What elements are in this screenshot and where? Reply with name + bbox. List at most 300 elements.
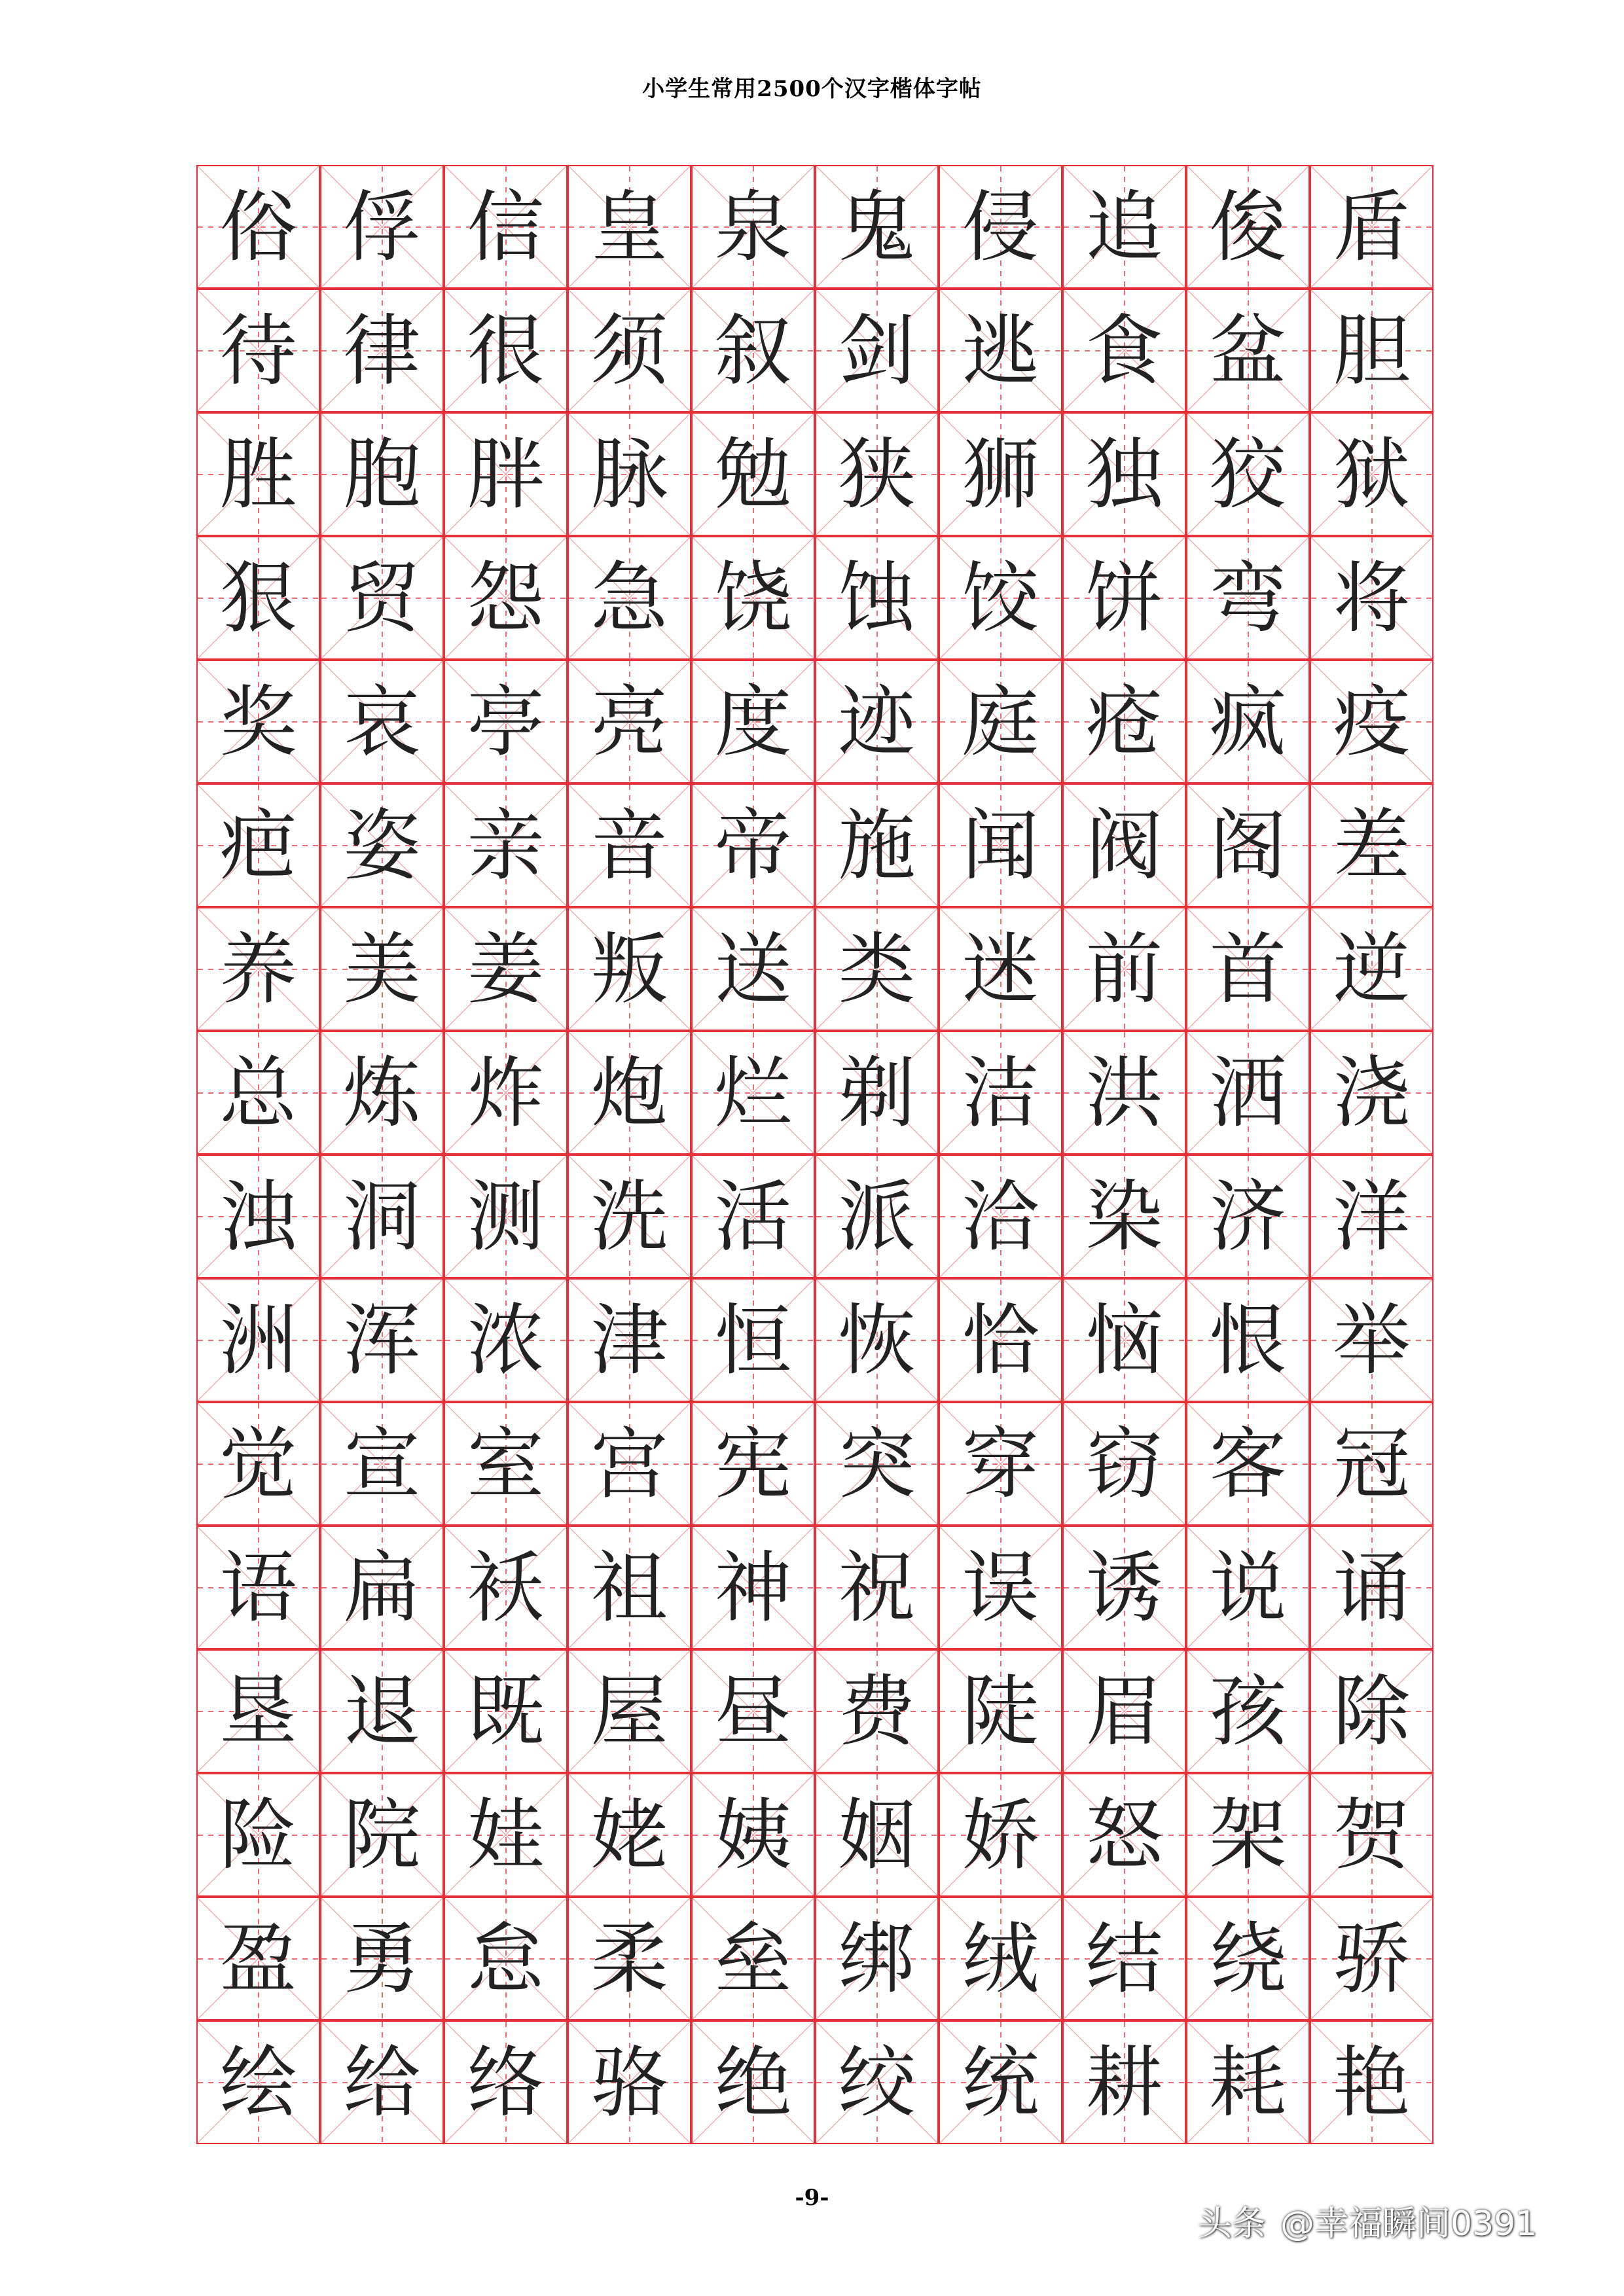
grid-character: 冠 bbox=[1333, 1418, 1411, 1509]
grid-character: 迹 bbox=[838, 676, 916, 767]
grid-character: 绑 bbox=[838, 1913, 916, 2004]
grid-cell bbox=[568, 165, 691, 289]
grid-cell bbox=[1062, 907, 1186, 1031]
watermark-author: @幸福瞬间0391 bbox=[1280, 2204, 1538, 2244]
grid-character: 浑 bbox=[343, 1295, 421, 1386]
grid-character: 逃 bbox=[962, 305, 1039, 396]
grid-character: 姿 bbox=[343, 800, 421, 891]
grid-character: 宣 bbox=[343, 1418, 421, 1509]
grid-character: 疫 bbox=[1333, 676, 1411, 767]
grid-character: 疯 bbox=[1209, 676, 1287, 767]
grid-cell bbox=[815, 783, 939, 907]
grid-cell bbox=[320, 1155, 444, 1278]
grid-cell bbox=[196, 660, 320, 783]
grid-character: 洞 bbox=[343, 1171, 421, 1262]
grid-cell bbox=[1310, 412, 1434, 536]
grid-cell bbox=[196, 1031, 320, 1155]
grid-character: 亮 bbox=[590, 676, 668, 767]
grid-cell bbox=[320, 660, 444, 783]
grid-cell bbox=[691, 1649, 815, 1773]
grid-cell bbox=[691, 907, 815, 1031]
grid-character: 剑 bbox=[838, 305, 916, 396]
grid-character: 绝 bbox=[714, 2037, 792, 2128]
grid-cell bbox=[1310, 165, 1434, 289]
grid-cell bbox=[1310, 2020, 1434, 2144]
grid-cell bbox=[815, 536, 939, 660]
page-number: -9- bbox=[795, 2185, 829, 2211]
grid-cell bbox=[444, 1031, 568, 1155]
grid-character: 祝 bbox=[838, 1542, 916, 1633]
grid-cell bbox=[568, 1155, 691, 1278]
grid-cell bbox=[444, 1526, 568, 1649]
grid-character: 狭 bbox=[838, 429, 916, 520]
grid-character: 诵 bbox=[1333, 1542, 1411, 1633]
grid-cell bbox=[691, 289, 815, 412]
grid-character: 胖 bbox=[467, 429, 545, 520]
grid-character: 庭 bbox=[962, 676, 1039, 767]
grid-character: 误 bbox=[962, 1542, 1039, 1633]
grid-cell bbox=[196, 1773, 320, 1897]
grid-character: 陡 bbox=[962, 1666, 1039, 1757]
grid-character: 须 bbox=[590, 305, 668, 396]
grid-character: 姜 bbox=[467, 924, 545, 1014]
grid-character: 音 bbox=[590, 800, 668, 891]
grid-cell bbox=[444, 907, 568, 1031]
grid-character: 柔 bbox=[590, 1913, 668, 2004]
grid-cell bbox=[444, 1155, 568, 1278]
grid-cell bbox=[691, 660, 815, 783]
grid-cell bbox=[196, 907, 320, 1031]
grid-cell bbox=[1310, 1526, 1434, 1649]
grid-cell bbox=[1062, 1031, 1186, 1155]
grid-cell bbox=[939, 165, 1062, 289]
grid-character: 恰 bbox=[962, 1295, 1039, 1386]
grid-cell bbox=[444, 1773, 568, 1897]
grid-cell bbox=[939, 1402, 1062, 1526]
grid-character: 独 bbox=[1085, 429, 1163, 520]
grid-cell bbox=[1062, 1402, 1186, 1526]
grid-character: 退 bbox=[343, 1666, 421, 1757]
grid-character: 神 bbox=[714, 1542, 792, 1633]
grid-character: 派 bbox=[838, 1171, 916, 1262]
grid-cell bbox=[815, 907, 939, 1031]
grid-character: 疤 bbox=[219, 800, 297, 891]
grid-cell bbox=[1186, 660, 1310, 783]
grid-cell bbox=[691, 1526, 815, 1649]
grid-cell bbox=[444, 412, 568, 536]
grid-cell bbox=[1186, 1031, 1310, 1155]
grid-cell bbox=[815, 289, 939, 412]
grid-cell bbox=[815, 660, 939, 783]
grid-cell bbox=[444, 165, 568, 289]
grid-cell bbox=[1310, 1402, 1434, 1526]
grid-character: 孩 bbox=[1209, 1666, 1287, 1757]
grid-character: 统 bbox=[962, 2037, 1039, 2128]
grid-character: 洗 bbox=[590, 1171, 668, 1262]
grid-character: 迷 bbox=[962, 924, 1039, 1014]
grid-character: 盆 bbox=[1209, 305, 1287, 396]
grid-character: 恒 bbox=[714, 1295, 792, 1386]
grid-character: 怒 bbox=[1085, 1789, 1163, 1880]
grid-character: 觉 bbox=[219, 1418, 297, 1509]
grid-character: 差 bbox=[1333, 800, 1411, 891]
grid-character: 染 bbox=[1085, 1171, 1163, 1262]
grid-cell bbox=[1310, 289, 1434, 412]
grid-cell bbox=[939, 536, 1062, 660]
grid-character: 袄 bbox=[467, 1542, 545, 1633]
grid-cell bbox=[320, 412, 444, 536]
grid-character: 施 bbox=[838, 800, 916, 891]
grid-character: 娇 bbox=[962, 1789, 1039, 1880]
grid-cell bbox=[939, 1897, 1062, 2020]
grid-character: 待 bbox=[219, 305, 297, 396]
grid-character: 狱 bbox=[1333, 429, 1411, 520]
grid-character: 狡 bbox=[1209, 429, 1287, 520]
grid-cell bbox=[568, 1031, 691, 1155]
grid-character: 洲 bbox=[219, 1295, 297, 1386]
grid-character: 耗 bbox=[1209, 2037, 1287, 2128]
grid-character: 很 bbox=[467, 305, 545, 396]
grid-character: 勇 bbox=[343, 1913, 421, 2004]
grid-cell bbox=[568, 1773, 691, 1897]
grid-character: 追 bbox=[1085, 181, 1163, 272]
grid-character: 绕 bbox=[1209, 1913, 1287, 2004]
grid-cell bbox=[815, 1155, 939, 1278]
grid-cell bbox=[939, 2020, 1062, 2144]
grid-character: 洁 bbox=[962, 1047, 1039, 1138]
grid-cell bbox=[1186, 1402, 1310, 1526]
grid-cell bbox=[815, 2020, 939, 2144]
grid-character: 盈 bbox=[219, 1913, 297, 2004]
grid-character: 前 bbox=[1085, 924, 1163, 1014]
grid-character: 既 bbox=[467, 1666, 545, 1757]
grid-cell bbox=[320, 1897, 444, 2020]
grid-character: 屋 bbox=[590, 1666, 668, 1757]
grid-character: 类 bbox=[838, 924, 916, 1014]
grid-character: 室 bbox=[467, 1418, 545, 1509]
grid-character: 养 bbox=[219, 924, 297, 1014]
grid-cell bbox=[320, 1649, 444, 1773]
grid-character: 艳 bbox=[1333, 2037, 1411, 2128]
grid-character: 洋 bbox=[1333, 1171, 1411, 1262]
grid-character: 度 bbox=[714, 676, 792, 767]
grid-character: 测 bbox=[467, 1171, 545, 1262]
grid-cell bbox=[1186, 289, 1310, 412]
watermark-platform: 头条 bbox=[1198, 2204, 1267, 2244]
grid-character: 美 bbox=[343, 924, 421, 1014]
grid-character: 阁 bbox=[1209, 800, 1287, 891]
grid-character: 活 bbox=[714, 1171, 792, 1262]
grid-cell bbox=[691, 165, 815, 289]
grid-cell bbox=[1062, 783, 1186, 907]
grid-character: 总 bbox=[219, 1047, 297, 1138]
grid-character: 恨 bbox=[1209, 1295, 1287, 1386]
grid-character: 炼 bbox=[343, 1047, 421, 1138]
grid-character: 送 bbox=[714, 924, 792, 1014]
grid-character: 给 bbox=[343, 2037, 421, 2128]
grid-cell bbox=[1186, 165, 1310, 289]
grid-cell bbox=[1062, 1278, 1186, 1402]
grid-character: 济 bbox=[1209, 1171, 1287, 1262]
grid-character: 恼 bbox=[1085, 1295, 1163, 1386]
grid-cell bbox=[1062, 1897, 1186, 2020]
grid-cell bbox=[568, 783, 691, 907]
grid-cell bbox=[1186, 2020, 1310, 2144]
grid-character: 将 bbox=[1333, 552, 1411, 643]
grid-cell bbox=[691, 1773, 815, 1897]
grid-cell bbox=[1186, 412, 1310, 536]
grid-character: 叙 bbox=[714, 305, 792, 396]
grid-cell bbox=[320, 907, 444, 1031]
grid-character: 俊 bbox=[1209, 181, 1287, 272]
grid-character: 饺 bbox=[962, 552, 1039, 643]
grid-character: 洽 bbox=[962, 1171, 1039, 1262]
grid-character: 律 bbox=[343, 305, 421, 396]
grid-character: 蚀 bbox=[838, 552, 916, 643]
grid-cell bbox=[691, 783, 815, 907]
grid-cell bbox=[444, 783, 568, 907]
grid-character: 狮 bbox=[962, 429, 1039, 520]
grid-cell bbox=[196, 783, 320, 907]
grid-character: 浇 bbox=[1333, 1047, 1411, 1138]
grid-character: 亲 bbox=[467, 800, 545, 891]
grid-cell bbox=[568, 1526, 691, 1649]
grid-cell bbox=[1062, 1649, 1186, 1773]
grid-cell bbox=[444, 660, 568, 783]
grid-character: 眉 bbox=[1085, 1666, 1163, 1757]
grid-character: 垦 bbox=[219, 1666, 297, 1757]
grid-character: 骆 bbox=[590, 2037, 668, 2128]
grid-character: 贺 bbox=[1333, 1789, 1411, 1880]
grid-character: 客 bbox=[1209, 1418, 1287, 1509]
grid-cell bbox=[568, 2020, 691, 2144]
grid-cell bbox=[320, 289, 444, 412]
grid-character: 帝 bbox=[714, 800, 792, 891]
grid-cell bbox=[568, 412, 691, 536]
grid-character: 突 bbox=[838, 1418, 916, 1509]
grid-cell bbox=[320, 1773, 444, 1897]
grid-cell bbox=[1310, 1649, 1434, 1773]
grid-cell bbox=[320, 1402, 444, 1526]
grid-cell bbox=[939, 1649, 1062, 1773]
grid-character: 除 bbox=[1333, 1666, 1411, 1757]
grid-cell bbox=[320, 165, 444, 289]
grid-cell bbox=[444, 1897, 568, 2020]
grid-cell bbox=[1186, 907, 1310, 1031]
grid-cell bbox=[939, 660, 1062, 783]
grid-character: 姻 bbox=[838, 1789, 916, 1880]
grid-cell bbox=[1062, 289, 1186, 412]
grid-character: 胞 bbox=[343, 429, 421, 520]
copybook-grid bbox=[196, 165, 1434, 2144]
grid-cell bbox=[691, 2020, 815, 2144]
grid-character: 烂 bbox=[714, 1047, 792, 1138]
grid-cell bbox=[939, 289, 1062, 412]
grid-cell bbox=[320, 1278, 444, 1402]
grid-cell bbox=[444, 1278, 568, 1402]
grid-character: 洒 bbox=[1209, 1047, 1287, 1138]
grid-character: 脉 bbox=[590, 429, 668, 520]
grid-cell bbox=[1310, 783, 1434, 907]
grid-character: 络 bbox=[467, 2037, 545, 2128]
grid-character: 勉 bbox=[714, 429, 792, 520]
grid-cell bbox=[691, 1402, 815, 1526]
grid-character: 诱 bbox=[1085, 1542, 1163, 1633]
grid-character: 绘 bbox=[219, 2037, 297, 2128]
grid-cell bbox=[320, 2020, 444, 2144]
grid-character: 鬼 bbox=[838, 181, 916, 272]
grid-character: 皇 bbox=[590, 181, 668, 272]
grid-cell bbox=[196, 1278, 320, 1402]
grid-cell bbox=[1186, 1278, 1310, 1402]
grid-cell bbox=[1186, 536, 1310, 660]
grid-character: 饼 bbox=[1085, 552, 1163, 643]
grid-cell bbox=[196, 2020, 320, 2144]
grid-cell bbox=[1186, 1897, 1310, 2020]
grid-character: 急 bbox=[590, 552, 668, 643]
grid-cell bbox=[444, 1402, 568, 1526]
grid-character: 盾 bbox=[1333, 181, 1411, 272]
grid-cell bbox=[1310, 1155, 1434, 1278]
grid-character: 语 bbox=[219, 1542, 297, 1633]
grid-character: 贸 bbox=[343, 552, 421, 643]
grid-character: 弯 bbox=[1209, 552, 1287, 643]
grid-cell bbox=[1062, 412, 1186, 536]
grid-character: 胆 bbox=[1333, 305, 1411, 396]
grid-character: 洪 bbox=[1085, 1047, 1163, 1138]
grid-character: 侵 bbox=[962, 181, 1039, 272]
grid-cell bbox=[815, 1649, 939, 1773]
grid-cell bbox=[815, 412, 939, 536]
grid-character: 昼 bbox=[714, 1666, 792, 1757]
grid-character: 阀 bbox=[1085, 800, 1163, 891]
grid-character: 炸 bbox=[467, 1047, 545, 1138]
grid-character: 叛 bbox=[590, 924, 668, 1014]
grid-character: 俘 bbox=[343, 181, 421, 272]
grid-cell bbox=[1062, 1526, 1186, 1649]
grid-character: 首 bbox=[1209, 924, 1287, 1014]
grid-cell bbox=[691, 1278, 815, 1402]
page-title: 小学生常用2500个汉字楷体字帖 bbox=[642, 76, 982, 102]
grid-cell bbox=[320, 1031, 444, 1155]
grid-character: 逆 bbox=[1333, 924, 1411, 1014]
grid-character: 饶 bbox=[714, 552, 792, 643]
grid-cell bbox=[196, 536, 320, 660]
grid-character: 耕 bbox=[1085, 2037, 1163, 2128]
grid-cell bbox=[568, 1278, 691, 1402]
grid-character: 浓 bbox=[467, 1295, 545, 1386]
grid-cell bbox=[815, 1526, 939, 1649]
grid-character: 垒 bbox=[714, 1913, 792, 2004]
grid-character: 狠 bbox=[219, 552, 297, 643]
grid-character: 姨 bbox=[714, 1789, 792, 1880]
grid-cell bbox=[1310, 907, 1434, 1031]
grid-cell bbox=[196, 165, 320, 289]
grid-character: 信 bbox=[467, 181, 545, 272]
grid-cell bbox=[939, 412, 1062, 536]
grid-cell bbox=[815, 1402, 939, 1526]
grid-cell bbox=[815, 1897, 939, 2020]
grid-character: 泉 bbox=[714, 181, 792, 272]
grid-cell bbox=[1186, 1526, 1310, 1649]
grid-character: 疮 bbox=[1085, 676, 1163, 767]
grid-cell bbox=[815, 1278, 939, 1402]
grid-cell bbox=[815, 1773, 939, 1897]
grid-cell bbox=[1186, 1773, 1310, 1897]
grid-character: 险 bbox=[219, 1789, 297, 1880]
grid-cell bbox=[568, 536, 691, 660]
grid-cell bbox=[691, 1897, 815, 2020]
grid-cell bbox=[320, 1526, 444, 1649]
grid-cell bbox=[196, 289, 320, 412]
grid-cell bbox=[939, 907, 1062, 1031]
grid-cell bbox=[196, 1155, 320, 1278]
grid-cell bbox=[196, 412, 320, 536]
grid-cell bbox=[691, 536, 815, 660]
grid-cell bbox=[196, 1526, 320, 1649]
grid-cell bbox=[939, 1773, 1062, 1897]
grid-character: 院 bbox=[343, 1789, 421, 1880]
grid-character: 闻 bbox=[962, 800, 1039, 891]
grid-cell bbox=[1062, 2020, 1186, 2144]
grid-cell bbox=[320, 536, 444, 660]
grid-cell bbox=[939, 1278, 1062, 1402]
grid-character: 津 bbox=[590, 1295, 668, 1386]
grid-character: 绞 bbox=[838, 2037, 916, 2128]
grid-cell bbox=[939, 1031, 1062, 1155]
grid-cell bbox=[444, 2020, 568, 2144]
grid-cell bbox=[939, 1155, 1062, 1278]
grid-character: 浊 bbox=[219, 1171, 297, 1262]
grid-cell bbox=[815, 165, 939, 289]
grid-cell bbox=[1310, 536, 1434, 660]
grid-cell bbox=[1310, 1897, 1434, 2020]
grid-character: 胜 bbox=[219, 429, 297, 520]
watermark bbox=[1198, 2196, 1537, 2245]
grid-cell bbox=[568, 1897, 691, 2020]
grid-character: 绒 bbox=[962, 1913, 1039, 2004]
grid-cell bbox=[691, 412, 815, 536]
grid-character: 奖 bbox=[219, 676, 297, 767]
grid-cell bbox=[939, 1526, 1062, 1649]
grid-cell bbox=[444, 536, 568, 660]
grid-cell bbox=[1062, 536, 1186, 660]
grid-character: 剃 bbox=[838, 1047, 916, 1138]
grid-character: 亭 bbox=[467, 676, 545, 767]
grid-character: 宫 bbox=[590, 1418, 668, 1509]
grid-cell bbox=[568, 289, 691, 412]
grid-character: 炮 bbox=[590, 1047, 668, 1138]
grid-cell bbox=[568, 1649, 691, 1773]
grid-cell bbox=[691, 1031, 815, 1155]
grid-cell bbox=[1062, 660, 1186, 783]
grid-cell bbox=[939, 783, 1062, 907]
grid-character: 姥 bbox=[590, 1789, 668, 1880]
grid-character: 俗 bbox=[219, 181, 297, 272]
grid-cell bbox=[1310, 1773, 1434, 1897]
grid-cell bbox=[1310, 660, 1434, 783]
grid-character: 骄 bbox=[1333, 1913, 1411, 2004]
grid-character: 怨 bbox=[467, 552, 545, 643]
grid-cell bbox=[568, 1402, 691, 1526]
grid-cell bbox=[1186, 1649, 1310, 1773]
grid-cell bbox=[196, 1649, 320, 1773]
grid-character: 架 bbox=[1209, 1789, 1287, 1880]
grid-cell bbox=[815, 1031, 939, 1155]
grid-cell bbox=[196, 1402, 320, 1526]
grid-character: 怠 bbox=[467, 1913, 545, 2004]
grid-cell bbox=[444, 289, 568, 412]
